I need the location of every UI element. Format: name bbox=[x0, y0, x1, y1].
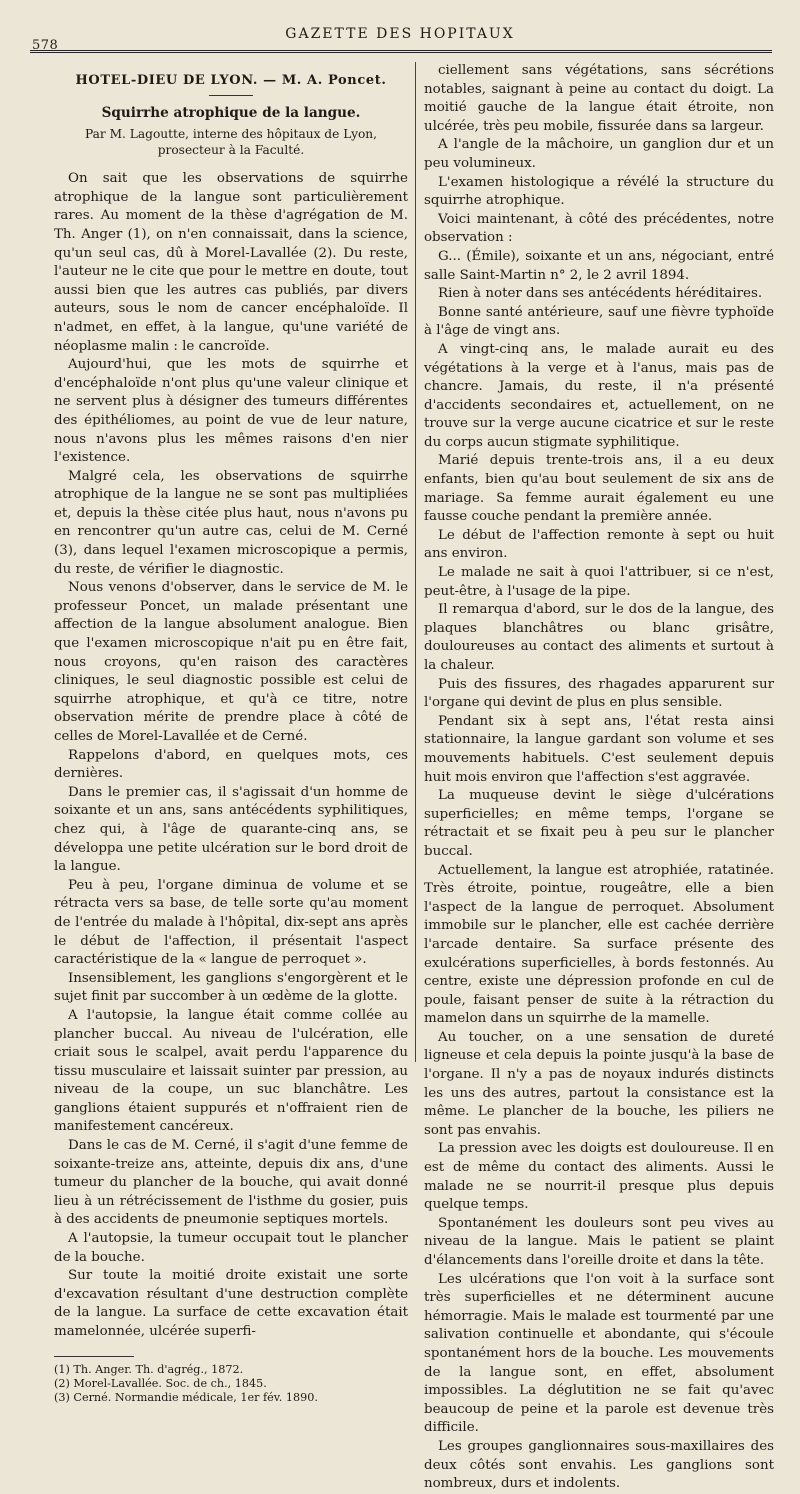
paragraph: Spontanément les douleurs sont peu vives au niveau de la langue. Mais le patient se plaint d'élancements dans l'oreille droite et dans la tête. bbox=[424, 1215, 774, 1268]
paragraph: On sait que les observations de squirrhe atrophique de la langue sont particulièrement rares. Au moment de la thèse d'agrégation de M. Th. Anger (1), on n'en connaissait, dans la science, qu'un seul cas, dû à Morel-Lavallée (2). Du reste, l'auteur ne le cite que pour le mettre en doute, tout aussi bien que les autres cas publiés, par divers auteurs, sous le nom de cancer encéphaloïde. Il n'admet, en effet, à la langue, qu'une variété de néoplasme malin : le cancroïde. bbox=[54, 171, 408, 354]
byline: Par M. Lagoutte, interne des hôpitaux de Lyon, prosecteur à la Faculté. bbox=[84, 127, 378, 158]
page-number: 578 bbox=[32, 38, 59, 53]
paragraph: L'examen histologique a révélé la structure du squirrhe atrophique. bbox=[424, 174, 774, 209]
paragraph: Pendant six à sept ans, l'état resta ainsi stationnaire, la langue gardant son volume et ses mouvements habituels. C'est seulement depuis huit mois environ que l'affection s'est aggravée. bbox=[424, 713, 774, 785]
article-title: Squirrhe atrophique de la langue. bbox=[101, 104, 361, 121]
page-header bbox=[0, 18, 800, 58]
paragraph: ciellement sans végétations, sans sécrétions notables, saignant à peine au contact du doigt. La moitié gauche de la langue était étroite, non ulcérée, très peu mobile, fissurée dans sa largeur. bbox=[424, 63, 774, 134]
paragraph: Aujourd'hui, que les mots de squirrhe et d'encéphaloïde n'ont plus qu'une valeur clinique et ne servent plus à désigner des tumeurs différentes des épithéliomes, au point de vue de leur nature, nous n'avons plus les mêmes raisons d'en nier l'existence. bbox=[54, 357, 408, 466]
paragraph: Peu à peu, l'organe diminua de volume et se rétracta vers sa base, de telle sorte qu'au moment de l'entrée du malade à l'hôpital, dix-sept ans après le début de l'affection, il présentait l'aspect caractéristique de la « langue de perroquet ». bbox=[54, 877, 408, 968]
paragraph: Puis des fissures, des rhagades apparurent sur l'organe qui devint de plus en plus sensible. bbox=[424, 676, 774, 711]
left-column bbox=[54, 62, 408, 1404]
paragraph: Le malade ne sait à quoi l'attribuer, si ce n'est, peut-être, à l'usage de la pipe. bbox=[424, 565, 774, 599]
footnotes bbox=[54, 1363, 408, 1406]
paragraph: Rappelons d'abord, en quelques mots, ces dernières. bbox=[54, 747, 408, 782]
running-title: GAZETTE DES HOPITAUX bbox=[285, 26, 515, 42]
right-column bbox=[424, 62, 774, 1492]
footnote: (1) Th. Anger. Th. d'agrég., 1872. bbox=[54, 1362, 244, 1376]
paragraph: Sur toute la moitié droite existait une sorte d'excavation résultant d'une destruction complète de la langue. La surface de cette excavation était mamelonnée, ulcérée superfi- bbox=[54, 1268, 408, 1339]
paragraph: Les groupes ganglionnaires sous-maxillaires des deux côtés sont envahis. Les ganglions sont nombreux, durs et indolents. bbox=[424, 1438, 774, 1492]
paragraph: A l'autopsie, la langue était comme collée au plancher buccal. Au niveau de l'ulcération, elle criait sous le scalpel, avait perdu l'apparence du tissu musculaire et laissait suinter par pression, au niveau de la coupe, un suc blanchâtre. Les ganglions étaient suppurés et n'offraient rien de manifestement cancéreux. bbox=[54, 1007, 408, 1135]
header-rule bbox=[30, 50, 772, 53]
paragraph: Bonne santé antérieure, sauf une fièvre typhoïde à l'âge de vingt ans. bbox=[424, 304, 774, 339]
left-paragraphs bbox=[54, 170, 408, 1341]
paragraph: Nous venons d'observer, dans le service de M. le professeur Poncet, un malade présentant une affection de la langue absolument analogue. Bien que l'examen microscopique n'ait pu en être fait, nous croyons, qu'en raison des caractères cliniques, le seul diagnostic possible est celui de squirrhe atrophique, et qu'à ce titre, notre observation mérite de prendre place à côté de celles de Morel-Lavallée et de Cerné. bbox=[54, 580, 408, 744]
footnote: (2) Morel-Lavallée. Soc. de ch., 1845. bbox=[54, 1376, 267, 1390]
paragraph: Il remarqua d'abord, sur le dos de la langue, des plaques blanchâtres ou blanc grisâtre, douloureuses au contact des aliments et surtout à la chaleur. bbox=[424, 602, 774, 673]
column-divider bbox=[415, 62, 416, 1062]
section-title: HOTEL-DIEU DE LYON. — M. A. Poncet. bbox=[75, 73, 387, 88]
paragraph: G... (Émile), soixante et un ans, négociant, entré salle Saint-Martin n° 2, le 2 avril 1894. bbox=[424, 248, 774, 283]
paragraph: A vingt-cinq ans, le malade aurait eu des végétations à la verge et à l'anus, mais pas de chancre. Jamais, du reste, il n'a présenté d'accidents secondaires et, actuellement, on ne trouve sur la verge aucune cicatrice et sur le reste du corps aucun stigmate syphilitique. bbox=[424, 341, 774, 450]
paragraph: Dans le cas de M. Cerné, il s'agit d'une femme de soixante-treize ans, atteinte, depuis dix ans, d'une tumeur du plancher de la bouche, qui avait donné lieu à un rétrécissement de l'isthme du gosier, puis à des accidents de pneumonie septiques mortels. bbox=[54, 1138, 408, 1228]
section-rule bbox=[209, 95, 253, 96]
paragraph: Dans le premier cas, il s'agissait d'un homme de soixante et un ans, sans antécédents syphilitiques, chez qui, à l'âge de quarante-cinq ans, se développa une petite ulcération sur le bord droit de la langue. bbox=[54, 784, 408, 875]
right-paragraphs bbox=[424, 62, 774, 1494]
paragraph: Malgré cela, les observations de squirrhe atrophique de la langue ne se sont pas multipliées et, depuis la thèse citée plus haut, nous n'avons pu en rencontrer qu'un autre cas, celui de M. Cerné (3), dans lequel l'examen microscopique a permis, du reste, de vérifier le diagnostic. bbox=[54, 468, 408, 577]
paragraph: Au toucher, on a une sensation de dureté ligneuse et cela depuis la pointe jusqu'à la base de l'organe. Il n'y a pas de noyaux indurés distincts les uns des autres, partout la consistance est la même. Le plancher de la bouche, les piliers ne sont pas envahis. bbox=[424, 1029, 774, 1138]
paragraph: Les ulcérations que l'on voit à la surface sont très superficielles et ne déterminent aucune hémorragie. Mais le malade est tourmenté par une salivation continuelle et abondante, qui s'écoule spontanément hors de la bouche. Les mouvements de la langue sont, en effet, absolument impossibles. La déglutition ne se fait qu'avec beaucoup de peine et la parole est devenue très difficile. bbox=[424, 1271, 774, 1436]
paragraph: Marié depuis trente-trois ans, il a eu deux enfants, bien qu'au bout seulement de six ans de mariage. Sa femme aurait également eu une fausse couche pendant la première année. bbox=[424, 453, 774, 525]
footnote: (3) Cerné. Normandie médicale, 1er fév. 1890. bbox=[54, 1391, 318, 1404]
paragraph: Rien à noter dans ses antécédents héréditaires. bbox=[438, 286, 763, 302]
paragraph: A l'autopsie, la tumeur occupait tout le plancher de la bouche. bbox=[54, 1231, 408, 1265]
paragraph: Le début de l'affection remonte à sept ou huit ans environ. bbox=[424, 527, 774, 562]
paragraph: Insensiblement, les ganglions s'engorgèrent et le sujet finit par succomber à un œdème de la glotte. bbox=[54, 970, 408, 1005]
paragraph: A l'angle de la mâchoire, un ganglion dur et un peu volumineux. bbox=[424, 137, 774, 171]
paragraph: La muqueuse devint le siège d'ulcérations superficielles; en même temps, l'organe se rétractait et se fixait peu à peu sur le plancher buccal. bbox=[424, 788, 774, 859]
footnote-rule bbox=[54, 1356, 134, 1357]
paragraph: La pression avec les doigts est douloureuse. Il en est de même du contact des aliments. Aussi le malade ne se nourrit-il presque plus depuis quelque temps. bbox=[424, 1141, 774, 1213]
paragraph: Actuellement, la langue est atrophiée, ratatinée. Très étroite, pointue, rougeâtre, elle a bien l'aspect de la langue de perroquet. Absolument immobile sur le plancher, elle est cachée derrière l'arcade dentaire. Sa surface présente des exulcérations superficielles, à bords festonnés. Au centre, existe une dépression profonde en cul de poule, faisant penser de suite à la rétraction du mamelon dans un squirrhe de la mamelle. bbox=[424, 862, 774, 1027]
paragraph: Voici maintenant, à côté des précédentes, notre observation : bbox=[424, 211, 774, 246]
